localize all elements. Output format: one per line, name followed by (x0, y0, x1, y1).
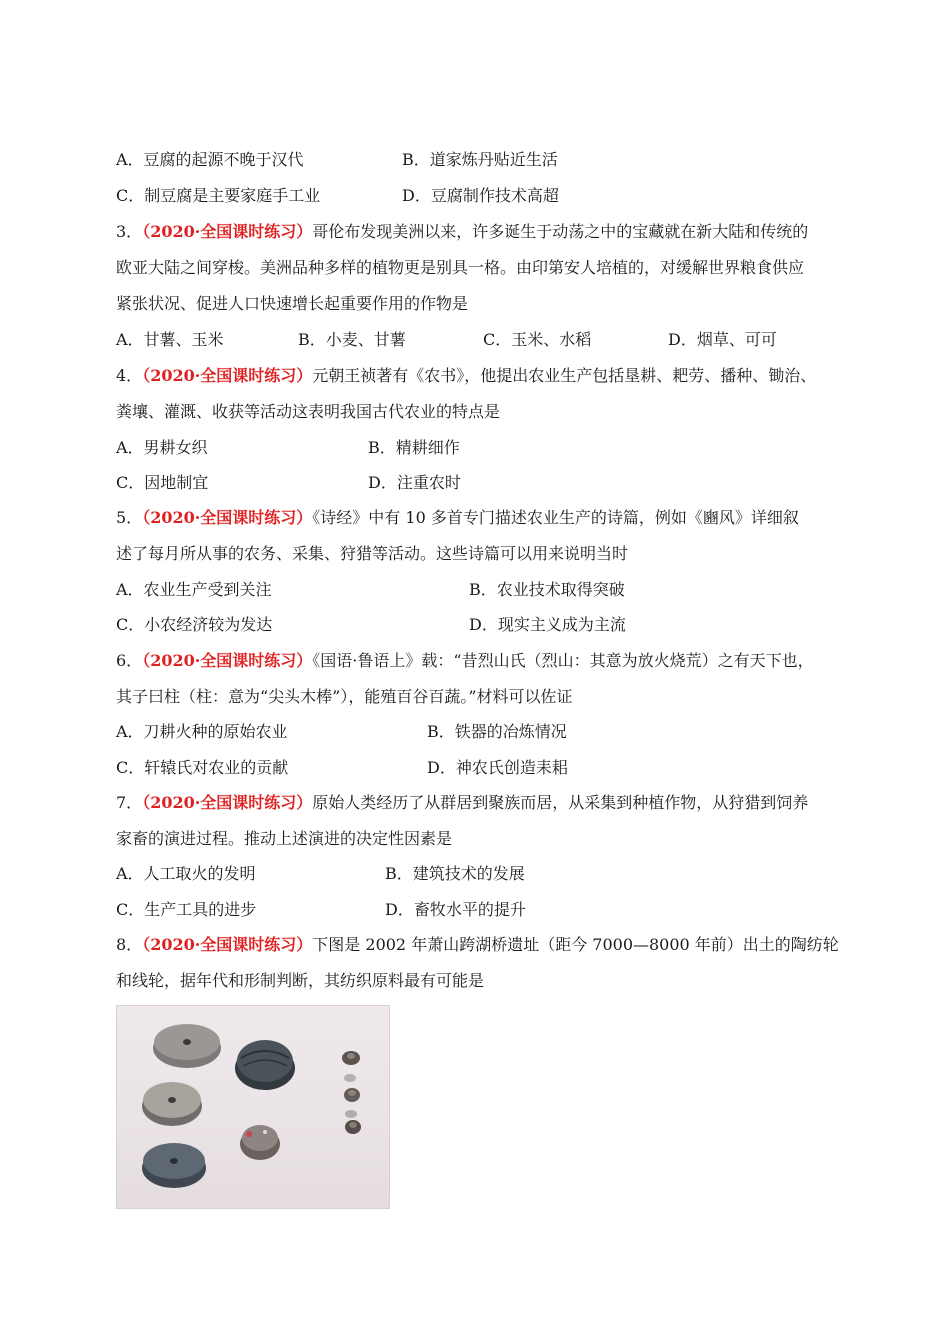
question-8-stem-line-1 (116, 935, 839, 955)
question-5-stem-line-1 (116, 508, 799, 528)
q5-option-c: C．小农经济较为发达 (116, 615, 273, 634)
q6-option-a: A．刀耕火种的原始农业 (116, 722, 288, 741)
q7-option-d: D．畜牧水平的提升 (385, 900, 526, 919)
question-source: （2020·全国课时练习） (142, 651, 313, 670)
question-source: （2020·全国课时练习） (142, 222, 313, 241)
stem-text: 原始人类经历了从群居到聚族而居，从采集到种植作物，从狩猎到饲养 (312, 793, 809, 812)
question-7-stem-line-2: 家畜的演进过程。推动上述演进的决定性因素是 (116, 829, 453, 848)
q2-option-c: C．制豆腐是主要家庭手工业 (116, 186, 321, 205)
spool-4 (345, 1110, 357, 1118)
spindle-whorls-illustration (117, 1006, 389, 1208)
q3-option-c: C．玉米、水稻 (483, 330, 592, 349)
question-3-stem-line-2: 欧亚大陆之间穿梭。美洲品种多样的植物更是别具一格。由印第安人培植的，对缓解世界粮食供应 (116, 258, 805, 277)
q7-option-b: B．建筑技术的发展 (385, 864, 525, 883)
spool-2 (344, 1074, 356, 1082)
question-4-stem-line-1 (116, 366, 816, 386)
question-5-stem-line-2: 述了每月所从事的农务、采集、狩猎等活动。这些诗篇可以用来说明当时 (116, 544, 629, 563)
question-6-stem-line-1 (116, 651, 814, 671)
stem-text: 《国语·鲁语上》载：“昔烈山氏（烈山：其意为放火烧荒）之有天下也， (312, 651, 814, 670)
q4-option-b: B．精耕细作 (368, 438, 460, 457)
spindle-whorls-photo (116, 1005, 390, 1209)
q3-option-b: B．小麦、甘薯 (298, 330, 406, 349)
q4-option-c: C．因地制宜 (116, 473, 209, 492)
question-source: （2020·全国课时练习） (142, 508, 313, 527)
q6-option-c: C．轩辕氏对农业的贡献 (116, 758, 289, 777)
question-number: 4． (116, 366, 143, 385)
question-6-stem-line-2: 其子曰柱（柱：意为“尖头木棒”），能殖百谷百蔬。”材料可以佐证 (116, 687, 573, 706)
q3-option-d: D．烟草、可可 (668, 330, 777, 349)
question-number: 3． (116, 222, 143, 241)
question-number: 6． (116, 651, 143, 670)
question-number: 7． (116, 793, 143, 812)
question-8-stem-line-2: 和线轮，据年代和形制判断，其纺织原料最有可能是 (116, 971, 485, 990)
stem-text: 《诗经》中有 10 多首专门描述农业生产的诗篇，例如《豳风》详细叙 (312, 508, 799, 527)
question-7-stem-line-1 (116, 793, 808, 813)
question-3-stem-line-1 (116, 222, 808, 242)
q5-option-d: D．现实主义成为主流 (469, 615, 626, 634)
question-source: （2020·全国课时练习） (142, 366, 313, 385)
q5-option-b: B．农业技术取得突破 (469, 580, 625, 599)
question-source: （2020·全国课时练习） (142, 793, 313, 812)
q6-option-d: D．神农氏创造耒耜 (427, 758, 568, 777)
question-4-stem-line-2: 粪壤、灌溉、收获等活动这表明我国古代农业的特点是 (116, 402, 501, 421)
q7-option-c: C．生产工具的进步 (116, 900, 257, 919)
stem-text: 下图是 2002 年萧山跨湖桥遗址（距今 7000—8000 年前）出土的陶纺轮 (312, 935, 839, 954)
q5-option-a: A．农业生产受到关注 (116, 580, 272, 599)
q6-option-b: B．铁器的冶炼情况 (427, 722, 567, 741)
q3-option-a: A．甘薯、玉米 (116, 330, 224, 349)
q7-option-a: A．人工取火的发明 (116, 864, 256, 883)
q2-option-b: B．道家炼丹贴近生活 (402, 150, 558, 169)
question-number: 8． (116, 935, 143, 954)
q4-option-a: A．男耕女织 (116, 438, 208, 457)
q4-option-d: D．注重农时 (368, 473, 461, 492)
question-source: （2020·全国课时练习） (142, 935, 313, 954)
question-number: 5． (116, 508, 143, 527)
question-3-stem-line-3: 紧张状况、促进人口快速增长起重要作用的作物是 (116, 294, 469, 313)
stem-text: 哥伦布发现美洲以来，许多诞生于动荡之中的宝藏就在新大陆和传统的 (312, 222, 809, 241)
q2-option-a: A．豆腐的起源不晚于汉代 (116, 150, 304, 169)
q2-option-d: D．豆腐制作技术高超 (402, 186, 559, 205)
stem-text: 元朝王祯著有《农书》，他提出农业生产包括垦耕、耙劳、播种、锄治、 (312, 366, 817, 385)
